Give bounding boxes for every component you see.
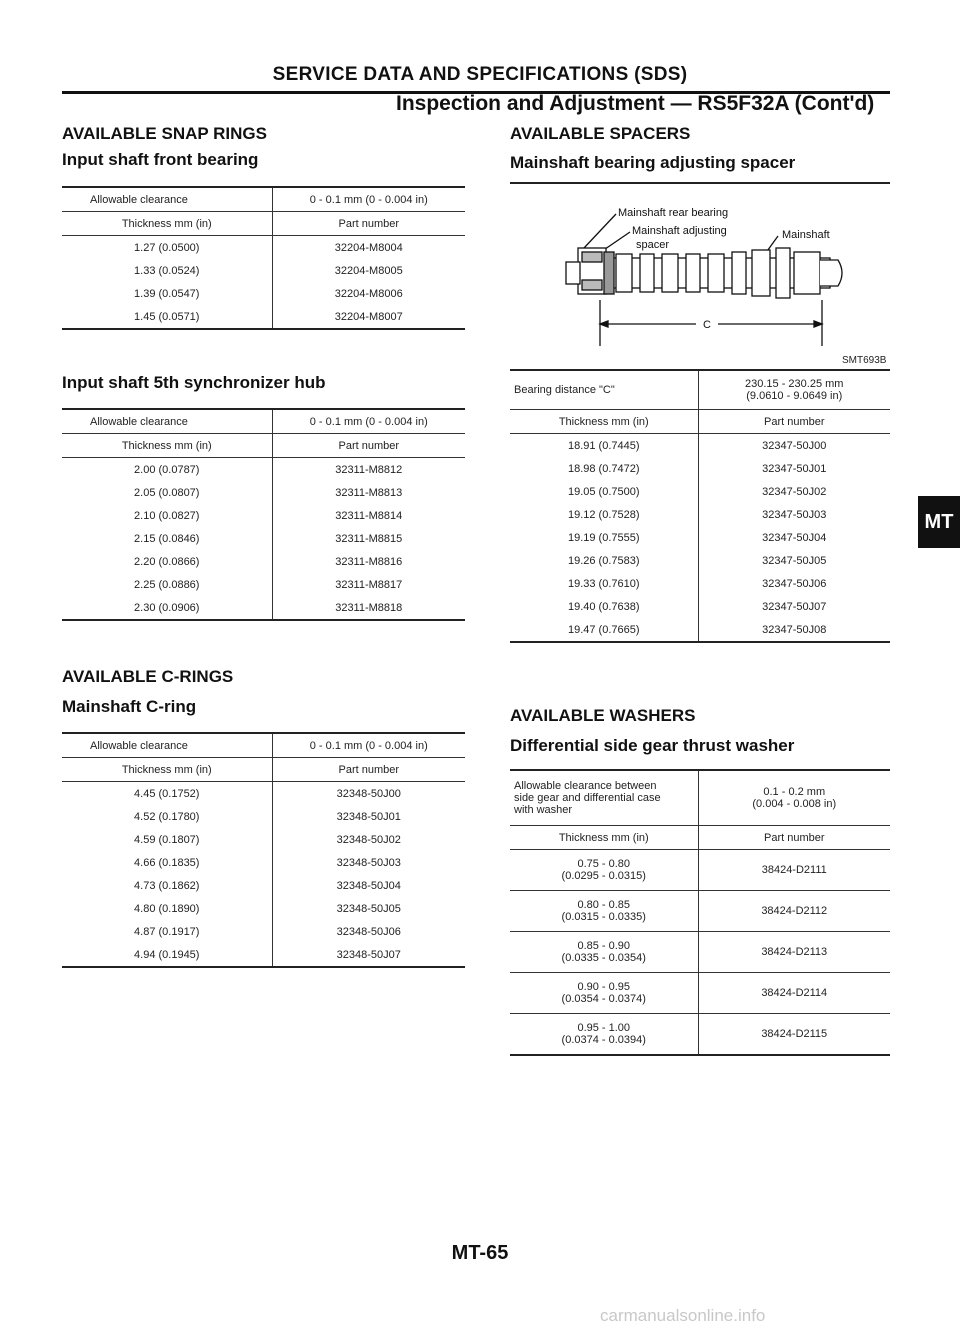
mainshaft-diagram xyxy=(556,196,856,352)
table-row: 4.66 (0.1835) 32348-50J03 xyxy=(62,851,465,874)
table-row: 2.25 (0.0886) 32311-M8817 xyxy=(62,573,465,596)
table-row: 4.45 (0.1752) 32348-50J00 xyxy=(62,782,465,806)
table-row: 4.59 (0.1807) 32348-50J02 xyxy=(62,828,465,851)
table-row: 0.95 - 1.00 (0.0374 - 0.0394) 38424-D2115 xyxy=(510,1014,890,1056)
table-row: 4.87 (0.1917) 32348-50J06 xyxy=(62,920,465,943)
col-thickness: Thickness mm (in) xyxy=(510,826,698,850)
section-heading-snap-rings: AVAILABLE SNAP RINGS xyxy=(62,124,267,143)
table-row: 19.33 (0.7610) 32347-50J06 xyxy=(510,572,890,595)
table-row: 0.75 - 0.80 (0.0295 - 0.0315) 38424-D2111 xyxy=(510,850,890,891)
table-row: 2.00 (0.0787) 32311-M8812 xyxy=(62,458,465,482)
table-row: 1.45 (0.0571) 32204-M8007 xyxy=(62,305,465,329)
distance-label: Bearing distance "C" xyxy=(510,370,698,410)
table-row: 19.19 (0.7555) 32347-50J04 xyxy=(510,526,890,549)
label-spacer-line2: spacer xyxy=(636,239,670,251)
section-heading-spacers: AVAILABLE SPACERS xyxy=(510,124,691,143)
clearance-value: 0.1 - 0.2 mm (0.004 - 0.008 in) xyxy=(698,770,890,826)
col-part-number: Part number xyxy=(272,434,465,458)
table-row: 4.94 (0.1945) 32348-50J07 xyxy=(62,943,465,967)
table-row: 18.91 (0.7445) 32347-50J00 xyxy=(510,434,890,458)
distance-value: 230.15 - 230.25 mm (9.0610 - 9.0649 in) xyxy=(698,370,890,410)
section-heading-c-rings: AVAILABLE C-RINGS xyxy=(62,667,234,686)
label-rear-bearing: Mainshaft rear bearing xyxy=(618,207,729,219)
table-row: 18.98 (0.7472) 32347-50J01 xyxy=(510,457,890,480)
table-row: 1.39 (0.0547) 32204-M8006 xyxy=(62,282,465,305)
table-row: 0.90 - 0.95 (0.0354 - 0.0374) 38424-D2114 xyxy=(510,973,890,1014)
figure-code: SMT693B xyxy=(842,355,887,366)
clearance-value: 0 - 0.1 mm (0 - 0.004 in) xyxy=(272,733,465,758)
c-ring-table xyxy=(62,732,465,968)
watermark: carmanualsonline.info xyxy=(600,1306,766,1325)
washer-table xyxy=(510,769,890,1056)
col-part-number: Part number xyxy=(272,212,465,236)
table-row: 4.73 (0.1862) 32348-50J04 xyxy=(62,874,465,897)
subheading-mainshaft-spacer: Mainshaft bearing adjusting spacer xyxy=(510,153,796,172)
synchro-hub-table xyxy=(62,408,465,621)
subheading-synchronizer-hub: Input shaft 5th synchronizer hub xyxy=(62,373,326,392)
table-row: 19.12 (0.7528) 32347-50J03 xyxy=(510,503,890,526)
clearance-label: Allowable clearance xyxy=(62,733,272,758)
col-part-number: Part number xyxy=(698,826,890,850)
label-adjusting-spacer: Mainshaft adjusting xyxy=(632,225,727,237)
table-row: 19.47 (0.7665) 32347-50J08 xyxy=(510,618,890,642)
clearance-label: Allowable clearance xyxy=(62,187,272,212)
clearance-value: 0 - 0.1 mm (0 - 0.004 in) xyxy=(272,187,465,212)
page-subtitle: Inspection and Adjustment — RS5F32A (Cont'd) xyxy=(396,92,875,115)
spacer-table xyxy=(510,369,890,643)
subheading-thrust-washer: Differential side gear thrust washer xyxy=(510,736,795,755)
col-thickness: Thickness mm (in) xyxy=(62,434,272,458)
table-row: 4.52 (0.1780) 32348-50J01 xyxy=(62,805,465,828)
snap-ring-table xyxy=(62,186,465,330)
table-row: 1.33 (0.0524) 32204-M8005 xyxy=(62,259,465,282)
table-row: 2.05 (0.0807) 32311-M8813 xyxy=(62,481,465,504)
table-row: 19.40 (0.7638) 32347-50J07 xyxy=(510,595,890,618)
col-part-number: Part number xyxy=(698,410,890,434)
subheading-mainshaft-c-ring: Mainshaft C-ring xyxy=(62,697,197,716)
subheading-input-shaft-front-bearing: Input shaft front bearing xyxy=(62,150,259,169)
page-title: SERVICE DATA AND SPECIFICATIONS (SDS) xyxy=(272,64,688,85)
col-thickness: Thickness mm (in) xyxy=(510,410,698,434)
label-dimension-c: C xyxy=(703,319,711,331)
label-mainshaft: Mainshaft xyxy=(782,229,830,241)
table-row: 2.10 (0.0827) 32311-M8814 xyxy=(62,504,465,527)
table-row: 2.20 (0.0866) 32311-M8816 xyxy=(62,550,465,573)
col-part-number: Part number xyxy=(272,758,465,782)
col-thickness: Thickness mm (in) xyxy=(62,212,272,236)
table-row: 0.85 - 0.90 (0.0335 - 0.0354) 38424-D2113 xyxy=(510,932,890,973)
clearance-label: Allowable clearance between side gear and differential case with washer xyxy=(510,770,698,826)
table-row: 2.15 (0.0846) 32311-M8815 xyxy=(62,527,465,550)
clearance-value: 0 - 0.1 mm (0 - 0.004 in) xyxy=(272,409,465,434)
table-row: 19.05 (0.7500) 32347-50J02 xyxy=(510,480,890,503)
table-row: 2.30 (0.0906) 32311-M8818 xyxy=(62,596,465,620)
table-row: 0.80 - 0.85 (0.0315 - 0.0335) 38424-D2112 xyxy=(510,891,890,932)
clearance-label: Allowable clearance xyxy=(62,409,272,434)
table-row: 1.27 (0.0500) 32204-M8004 xyxy=(62,236,465,260)
table-row: 19.26 (0.7583) 32347-50J05 xyxy=(510,549,890,572)
section-tab-mt: MT xyxy=(918,496,960,548)
page-number: MT-65 xyxy=(451,1242,509,1264)
col-thickness: Thickness mm (in) xyxy=(62,758,272,782)
table-row: 4.80 (0.1890) 32348-50J05 xyxy=(62,897,465,920)
section-heading-washers: AVAILABLE WASHERS xyxy=(510,706,696,725)
